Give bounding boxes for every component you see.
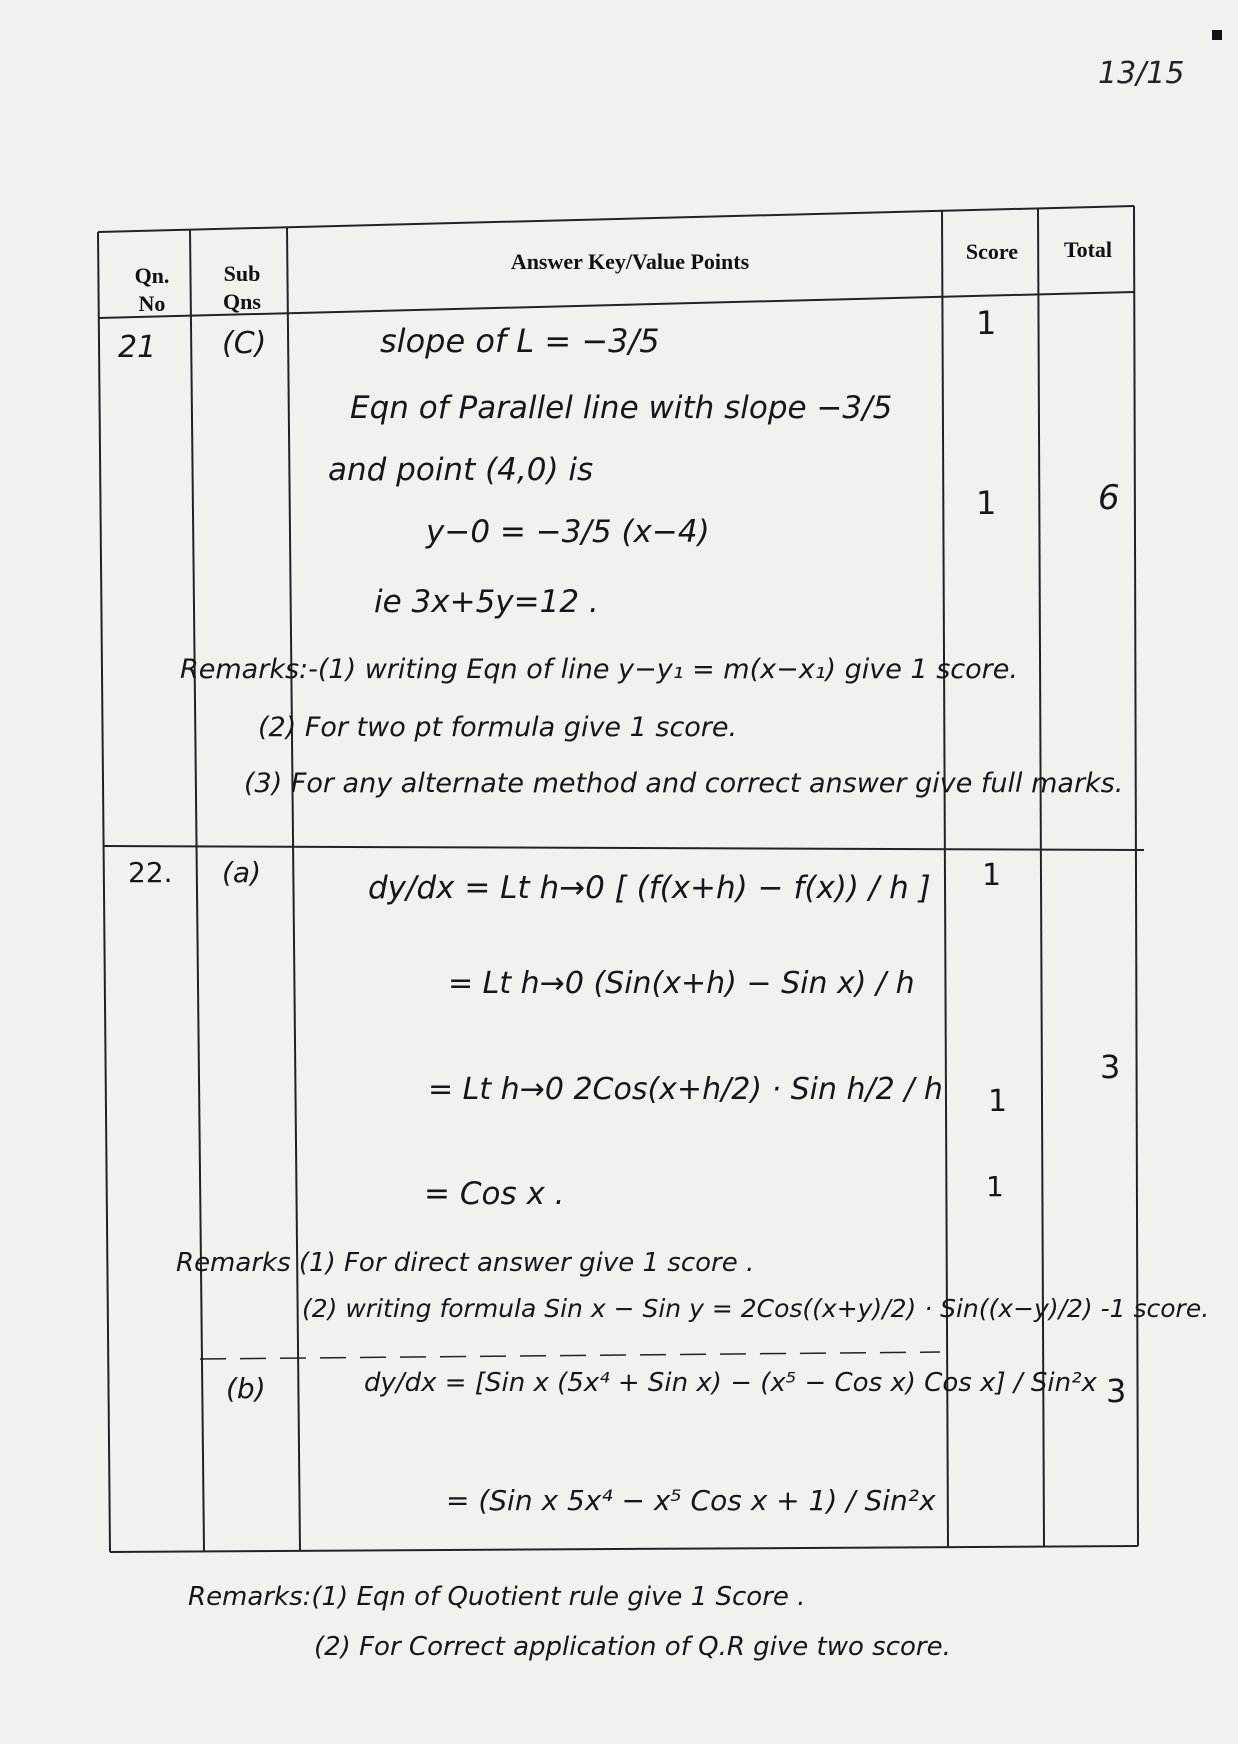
- q21-line-5: ie 3x+5y=12 .: [374, 584, 599, 620]
- q21-remark-2: (2) For two pt formula give 1 score.: [258, 712, 738, 743]
- q22a-line-3: = Lt h→0 2Cos(x+h/2) · Sin h/2 / h: [428, 1072, 943, 1107]
- q22a-sub: (a): [222, 856, 262, 889]
- header-sub-qns: Sub Qns: [223, 261, 261, 314]
- q21-sub: (C): [222, 326, 267, 361]
- q22a-total: 3: [1100, 1048, 1121, 1086]
- q22b-line-1: dy/dx = [Sin x (5x⁴ + Sin x) − (x⁵ − Cos x) Cos x] / Sin²x: [364, 1368, 1097, 1398]
- q22a-line-4: = Cos x .: [424, 1176, 565, 1212]
- q21-score-2: 1: [976, 484, 997, 522]
- q21-line-2: Eqn of Parallel line with slope −3/5: [350, 390, 893, 426]
- page-number: 13/15: [1098, 56, 1185, 91]
- q22b-remark-1: Remarks:(1) Eqn of Quotient rule give 1 Score .: [188, 1582, 806, 1612]
- q22a-score-3: 1: [986, 1170, 1004, 1203]
- q21-number: 21: [118, 330, 157, 365]
- header-answer-key: Answer Key/Value Points: [510, 249, 750, 274]
- header-score: Score: [965, 239, 1019, 264]
- q21-total: 6: [1098, 478, 1120, 518]
- header-total: Total: [1063, 237, 1113, 262]
- q21-line-4: y−0 = −3/5 (x−4): [426, 514, 710, 550]
- q22a-score-2: 1: [988, 1084, 1008, 1119]
- q21-score-1: 1: [976, 304, 997, 342]
- q21-remark-1: Remarks:-(1) writing Eqn of line y−y₁ = m(x−x₁) give 1 score.: [180, 654, 1018, 685]
- q22b-remark-2: (2) For Correct application of Q.R give two score.: [314, 1632, 951, 1662]
- header-qn-no: Qn. No: [134, 263, 170, 316]
- q22-number: 22.: [128, 856, 173, 889]
- q21-line-3: and point (4,0) is: [328, 452, 594, 488]
- q22a-remark-1: Remarks (1) For direct answer give 1 score .: [176, 1248, 755, 1278]
- q22a-line-2: = Lt h→0 (Sin(x+h) − Sin x) / h: [448, 966, 915, 1001]
- q22b-total: 3: [1106, 1372, 1127, 1410]
- q21-remark-3: (3) For any alternate method and correct answer give full marks.: [244, 768, 1124, 799]
- q22b-line-2: = (Sin x 5x⁴ − x⁵ Cos x + 1) / Sin²x: [446, 1484, 936, 1517]
- q22b-sub: (b): [226, 1372, 266, 1405]
- q22a-score-1: 1: [982, 858, 1002, 893]
- q21-line-1: slope of L = −3/5: [380, 322, 660, 360]
- q22a-remark-2: (2) writing formula Sin x − Sin y = 2Cos((x+y)/2) · Sin((x−y)/2) -1 score.: [302, 1294, 1210, 1323]
- q22a-line-1: dy/dx = Lt h→0 [ (f(x+h) − f(x)) / h ]: [368, 870, 931, 906]
